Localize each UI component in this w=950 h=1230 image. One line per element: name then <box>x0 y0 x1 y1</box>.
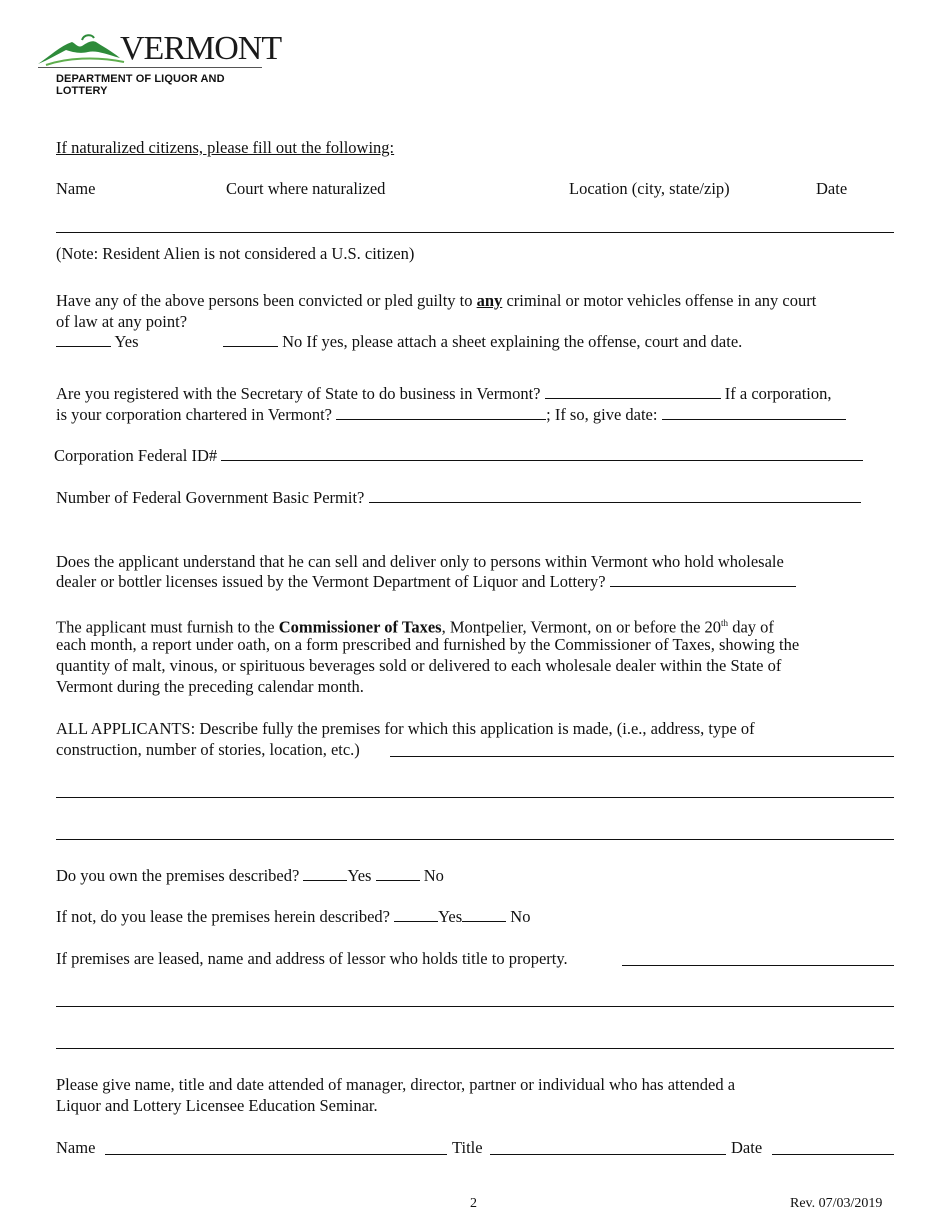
resident-alien-note: (Note: Resident Alien is not considered a U.S. citizen) <box>56 244 415 263</box>
column-location: Location (city, state/zip) <box>569 179 730 198</box>
seminar-title-blank[interactable] <box>490 1154 726 1155</box>
own-premises-question: Do you own the premises described? <box>56 866 300 885</box>
own-no-label: No <box>423 866 444 885</box>
conviction-no-row <box>223 331 742 352</box>
corporation-federal-id-label: Corporation Federal ID# <box>54 446 218 465</box>
lessor-blank-1[interactable] <box>622 965 894 966</box>
registration-line1 <box>56 383 832 404</box>
basic-permit-label: Number of Federal Government Basic Permit? <box>56 488 365 507</box>
lessor-blank-3[interactable] <box>56 1048 894 1049</box>
conviction-question <box>56 290 816 311</box>
seminar-title-label: Title <box>452 1138 483 1157</box>
corporation-federal-id-row <box>54 445 863 466</box>
taxes-line1-end: day of <box>728 617 774 637</box>
conviction-answer-row <box>56 331 139 352</box>
own-no-blank[interactable] <box>376 866 420 881</box>
conviction-no-label: No If yes, please attach a sheet explaining the offense, court and date. <box>282 332 743 351</box>
taxes-line1-mid: , Montpelier, Vermont, on or before the 20 <box>441 617 722 637</box>
conviction-no-blank[interactable] <box>223 332 278 347</box>
lease-premises-row <box>56 906 530 927</box>
logo-divider <box>38 67 262 68</box>
conviction-emphasis: any <box>476 291 503 310</box>
premises-line2 <box>56 739 360 760</box>
naturalized-heading <box>56 137 394 158</box>
corporation-federal-id-blank[interactable] <box>221 446 863 461</box>
premises-blank-1[interactable] <box>390 756 894 757</box>
lessor-row <box>56 948 568 969</box>
chartered-date-label: ; If so, give date: <box>546 405 658 424</box>
seminar-date-label: Date <box>731 1138 763 1157</box>
column-court: Court where naturalized <box>226 179 386 198</box>
basic-permit-row <box>56 487 861 508</box>
naturalized-entry-line[interactable] <box>56 232 894 233</box>
conviction-yes-blank[interactable] <box>56 332 111 347</box>
registration-line2 <box>56 404 846 425</box>
registration-blank[interactable] <box>545 384 721 399</box>
seminar-line2: Liquor and Lottery Licensee Education Seminar. <box>56 1096 378 1115</box>
basic-permit-blank[interactable] <box>369 488 861 503</box>
taxes-line4: Vermont during the preceding calendar month. <box>56 677 364 696</box>
corporation-question: If a corporation, <box>724 384 832 403</box>
chartered-date-blank[interactable] <box>662 405 846 420</box>
chartered-question: is your corporation chartered in Vermont? <box>56 405 332 424</box>
seminar-date-blank[interactable] <box>772 1154 894 1155</box>
chartered-blank[interactable] <box>336 405 546 420</box>
registration-question: Are you registered with the Secretary of State to do business in Vermont? <box>56 384 541 403</box>
taxes-line3: quantity of malt, vinous, or spirituous beverages sold or delivered to each wholesale dealer within the State of <box>56 656 782 675</box>
wholesale-answer-blank[interactable] <box>610 572 796 587</box>
taxes-ordinal: th <box>721 618 729 628</box>
revision-date: Rev. 07/03/2019 <box>790 1196 883 1211</box>
lease-no-label: No <box>510 907 531 926</box>
column-name: Name <box>56 179 96 198</box>
conviction-question-end: criminal or motor vehicles offense in any court <box>506 291 817 310</box>
lease-premises-question: If not, do you lease the premises herein described? <box>56 907 391 926</box>
conviction-yes-label: Yes <box>114 332 139 351</box>
page-number: 2 <box>470 1196 477 1211</box>
own-yes-label: Yes <box>347 866 372 885</box>
department-logo <box>36 30 282 97</box>
own-yes-blank[interactable] <box>303 866 347 881</box>
wholesale-question: dealer or bottler licenses issued by the Vermont Department of Liquor and Lottery? <box>56 572 606 591</box>
taxes-line2: each month, a report under oath, on a form prescribed and furnished by the Commissioner of Taxes, showing the <box>56 635 800 654</box>
premises-line1: ALL APPLICANTS: Describe fully the premises for which this application is made, (i.e., address, type of <box>56 719 755 738</box>
vermont-mountain-logo-icon <box>36 32 126 72</box>
naturalized-heading-text: If naturalized citizens, please fill out the following: <box>56 138 395 157</box>
seminar-name-label: Name <box>56 1138 96 1157</box>
wholesale-line1: Does the applicant understand that he can sell and deliver only to persons within Vermont who hold wholesale <box>56 552 784 571</box>
lease-no-blank[interactable] <box>462 907 506 922</box>
logo-text: VERMONT <box>120 30 282 67</box>
lease-yes-blank[interactable] <box>394 907 438 922</box>
wholesale-line2 <box>56 571 796 592</box>
premises-blank-3[interactable] <box>56 839 894 840</box>
conviction-question-start: Have any of the above persons been convicted or pled guilty to <box>56 291 473 310</box>
seminar-name-blank[interactable] <box>105 1154 447 1155</box>
lessor-blank-2[interactable] <box>56 1006 894 1007</box>
lessor-question: If premises are leased, name and address of lessor who holds title to property. <box>56 949 568 968</box>
seminar-line1: Please give name, title and date attended of manager, director, partner or individual who has attended a <box>56 1075 736 1094</box>
premises-question-end: construction, number of stories, location, etc.) <box>56 740 360 759</box>
lease-yes-label: Yes <box>438 907 463 926</box>
premises-blank-2[interactable] <box>56 797 894 798</box>
taxes-line1-start: The applicant must furnish to the <box>56 617 275 637</box>
logo-subtitle: DEPARTMENT OF LIQUOR AND LOTTERY <box>56 73 225 97</box>
conviction-question-line2: of law at any point? <box>56 312 188 331</box>
column-date: Date <box>816 179 848 198</box>
own-premises-row <box>56 865 444 886</box>
commissioner-of-taxes: Commissioner of Taxes <box>278 617 442 637</box>
